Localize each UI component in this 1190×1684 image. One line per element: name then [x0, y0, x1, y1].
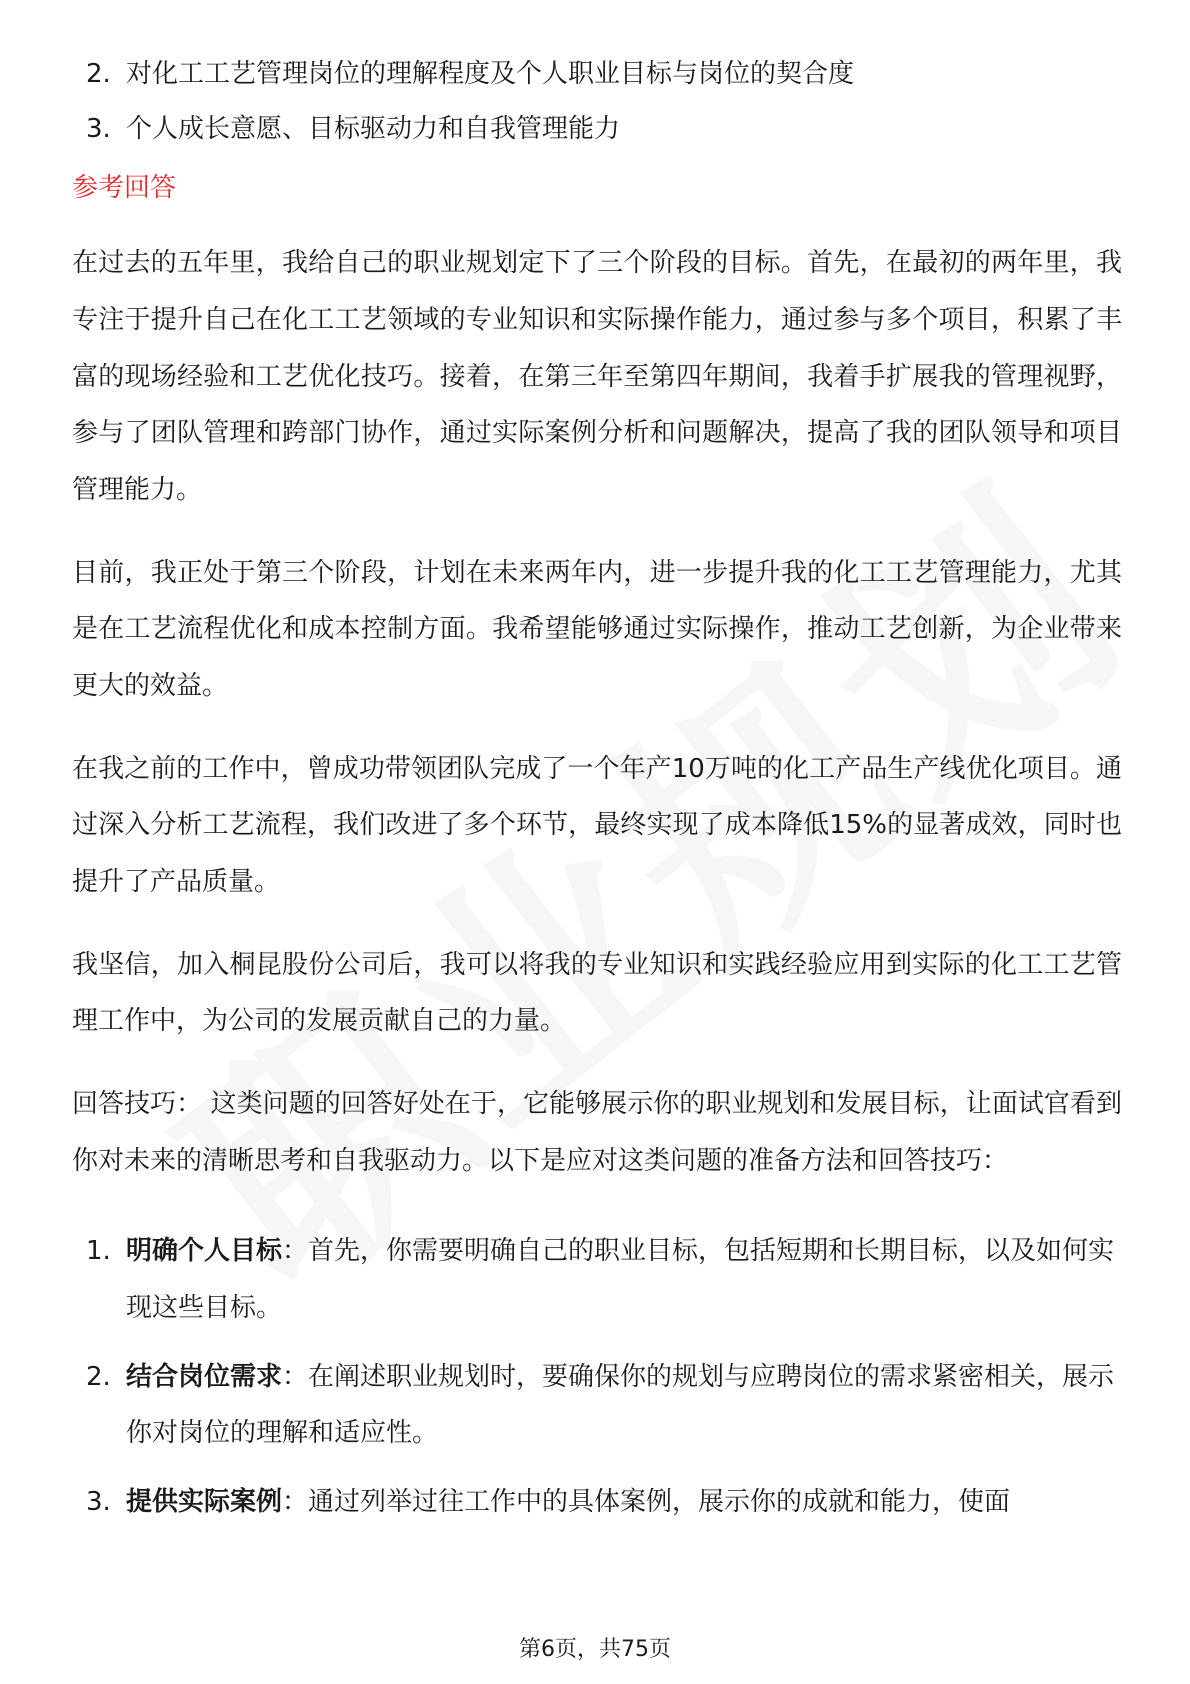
list-number: 2. — [86, 1361, 111, 1392]
list-number: 3. — [86, 1487, 111, 1517]
list-item — [72, 54, 1122, 95]
list-number: 1. — [86, 1236, 111, 1267]
list-item — [72, 1223, 1122, 1336]
reference-answer-heading: 参考回答 — [72, 173, 177, 204]
list-item — [72, 109, 1122, 150]
criteria-list — [72, 54, 1122, 150]
answer-tips-paragraph: 回答技巧： 这类问题的回答好处在于，它能够展示你的职业规划和发展目标，让面试官看到你对未来的清晰思考和自我驱动力。以下是应对这类问题的准备方法和回答技巧： — [72, 1088, 1122, 1176]
list-item — [72, 1349, 1122, 1462]
tip-text: ：首先，你需要明确自己的职业目标，包括短期和长期目标，以及如何实现这些目标。 — [126, 1236, 1115, 1323]
paragraph: 目前，我正处于第三个阶段，计划在未来两年内，进一步提升我的化工工艺管理能力，尤其是在工艺流程优化和成本控制方面。我希望能够通过实际操作，推动工艺创新，为企业带来更大的效益。 — [72, 557, 1122, 701]
page-content — [72, 54, 1122, 1543]
paragraph: 在过去的五年里，我给自己的职业规划定下了三个阶段的目标。首先，在最初的两年里，我专注于提升自己在化工工艺领域的专业知识和实际操作能力，通过参与多个项目，积累了丰富的现场经验和工艺优化技巧。接着，在第三年至第四年期间，我着手扩展我的管理视野，参与了团队管理和跨部门协作，通过实际案例分析和问题解决，提高了我的团队领导和项目管理能力。 — [72, 248, 1122, 505]
paragraph: 我坚信，加入桐昆股份公司后，我可以将我的专业知识和实践经验应用到实际的化工工艺管理工作中，为公司的发展贡献自己的力量。 — [72, 949, 1122, 1037]
list-text: 个人成长意愿、目标驱动力和自我管理能力 — [126, 114, 621, 145]
list-number: 3. — [86, 114, 111, 145]
page-number-footer: 第6页，共75页 — [519, 1637, 671, 1662]
paragraph: 在我之前的工作中，曾成功带领团队完成了一个年产10万吨的化工产品生产线优化项目。通过深入分析工艺流程，我们改进了多个环节，最终实现了成本降低15%的显著成效，同时也提升了产品质量。 — [72, 753, 1122, 897]
tip-title: 提供实际案例 — [126, 1487, 283, 1517]
list-number: 2. — [86, 59, 111, 89]
tip-title: 结合岗位需求 — [126, 1361, 283, 1392]
list-text: 对化工工艺管理岗位的理解程度及个人职业目标与岗位的契合度 — [126, 59, 855, 89]
tip-text: ：在阐述职业规划时，要确保你的规划与应聘岗位的需求紧密相关，展示你对岗位的理解和适应性。 — [126, 1361, 1115, 1449]
tips-list — [72, 1223, 1122, 1530]
tip-text: ：通过列举过往工作中的具体案例，展示你的成就和能力，使面 — [282, 1487, 1011, 1517]
tip-title: 明确个人目标 — [126, 1236, 283, 1267]
list-item — [72, 1474, 1122, 1531]
